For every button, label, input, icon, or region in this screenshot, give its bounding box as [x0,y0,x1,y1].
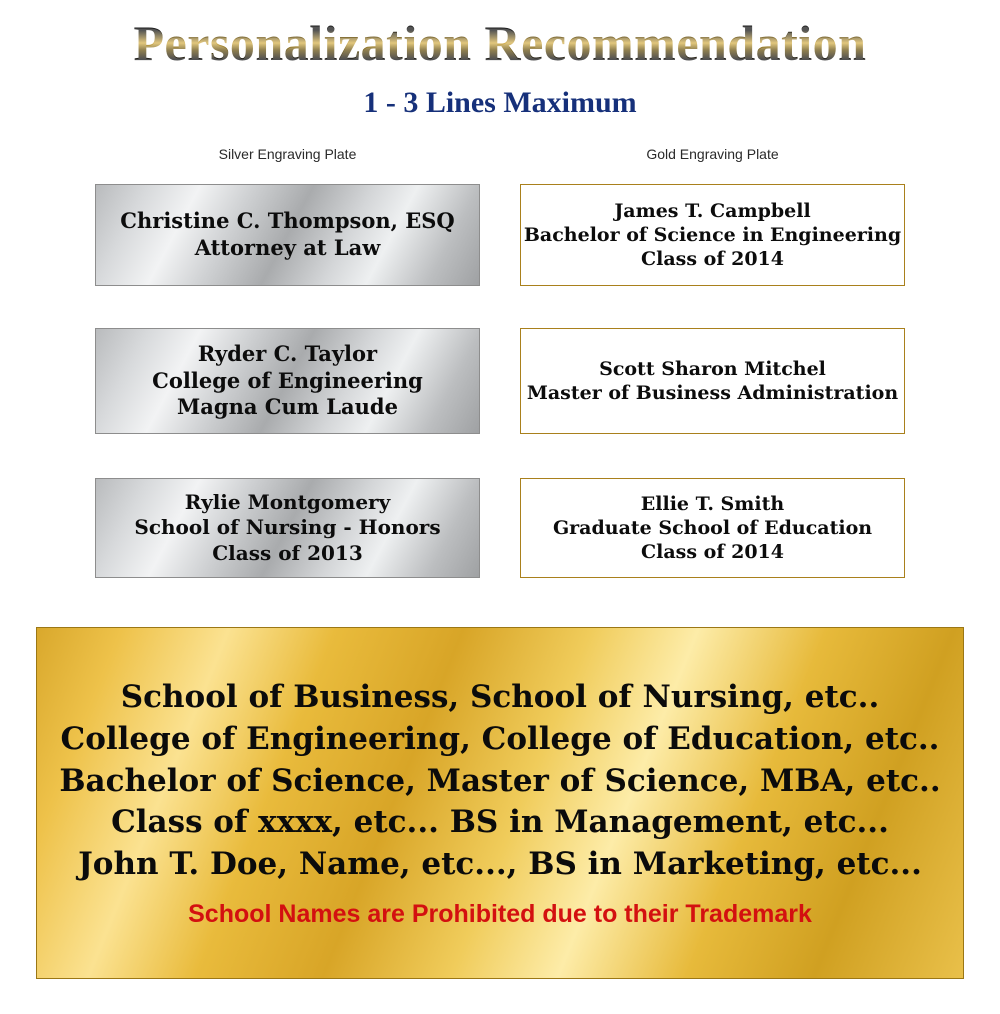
plate-line: Master of Business Administration [526,382,899,404]
example-line: John T. Doe, Name, etc..., BS in Marketing, etc... [78,846,922,883]
plate-line: Bachelor of Science in Engineering [523,223,902,246]
example-line: School of Business, School of Nursing, etc.. [120,678,880,715]
page-subtitle: 1 - 3 Lines Maximum [363,86,637,119]
plate-line: Class of 2014 [640,541,784,564]
example-line: College of Engineering, College of Education, etc.. [60,720,940,757]
plate-line: Class of 2013 [212,540,363,565]
plate-line: Magna Cum Laude [177,394,398,420]
plate-line: Rylie Montgomery [184,489,391,514]
page-title: Personalization Recommendation [0,14,1000,72]
examples-gold-plate [36,627,964,979]
silver-column-label: Silver Engraving Plate [218,146,357,162]
gold-plate-sample-3 [520,478,905,578]
plate-line: Graduate School of Education [552,516,873,539]
plate-line: School of Nursing - Honors [134,515,441,540]
silver-plate-sample-2 [95,328,480,434]
plate-samples [0,176,1000,596]
gold-plate-sample-2 [520,328,905,434]
column-headings [0,146,1000,172]
plate-line: James T. Campbell [614,199,811,222]
personalization-recommendation-page [0,14,1000,1014]
plate-line: College of Engineering [152,367,423,393]
example-line: Bachelor of Science, Master of Science, MBA, etc.. [59,762,941,799]
gold-plate-sample-1 [520,184,905,286]
example-line: Class of xxxx, etc... BS in Management, etc... [111,804,889,841]
trademark-warning: School Names are Prohibited due to their Trademark [188,900,812,929]
plate-line: Attorney at Law [194,235,381,260]
plate-line: Scott Sharon Mitchel [599,357,826,380]
silver-plate-sample-1 [95,184,480,286]
plate-line: Class of 2014 [640,248,784,271]
silver-plate-sample-3 [95,478,480,578]
plate-line: Ellie T. Smith [640,492,785,515]
gold-column-label: Gold Engraving Plate [646,146,779,162]
plate-line: Ryder C. Taylor [197,340,378,366]
plate-line: Christine C. Thompson, ESQ [120,208,455,234]
